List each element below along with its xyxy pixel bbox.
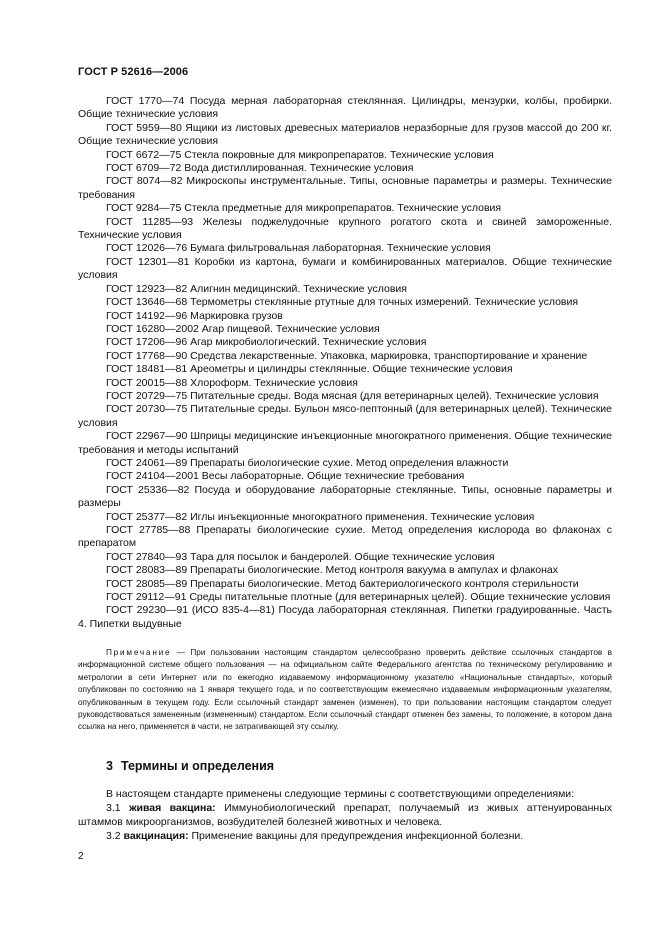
reference-item: ГОСТ 20729—75 Питательные среды. Вода мясная (для ветеринарных целей). Технические условия bbox=[106, 389, 599, 402]
note-label: Примечание bbox=[106, 648, 172, 657]
reference-item: ГОСТ 12923—82 Алигнин медицинский. Технические условия bbox=[106, 282, 407, 295]
definition-term: живая вакцина: bbox=[129, 802, 216, 814]
normative-references-list bbox=[78, 95, 612, 631]
reference-item: ГОСТ 22967—90 Шприцы медицинские инъекционные многократного применения. Общие технические требования и методы испытаний bbox=[78, 430, 612, 456]
definition-term: вакцинация: bbox=[123, 830, 189, 842]
reference-item: ГОСТ 28085—89 Препараты биологические. Метод бактериологического контроля стерильности bbox=[106, 577, 579, 590]
reference-item: ГОСТ 16280—2002 Агар пищевой. Технические условия bbox=[106, 322, 380, 335]
reference-item: ГОСТ 1770—74 Посуда мерная лабораторная стеклянная. Цилиндры, мензурки, колбы, пробирки. Общие технические условия bbox=[78, 95, 612, 121]
reference-item: ГОСТ 13646—68 Термометры стеклянные ртутные для точных измерений. Технические условия bbox=[106, 296, 579, 309]
reference-item: ГОСТ 18481—81 Ареометры и цилиндры стеклянные. Общие технические условия bbox=[106, 363, 513, 376]
reference-item: ГОСТ 27840—93 Тара для посылок и бандеролей. Общие технические условия bbox=[106, 550, 495, 563]
reference-item: ГОСТ 24104—2001 Весы лабораторные. Общие технические требования bbox=[106, 470, 465, 483]
reference-item: ГОСТ 27785—88 Препараты биологические сухие. Метод определения кислорода во флаконах с препаратом bbox=[78, 524, 612, 550]
definition-number: 3.1 bbox=[106, 802, 121, 814]
reference-item: ГОСТ 24061—89 Препараты биологические сухие. Метод определения влажности bbox=[106, 456, 509, 469]
reference-item: ГОСТ 20730—75 Питательные среды. Бульон мясо-пептонный (для ветеринарных целей). Технические условия bbox=[78, 403, 612, 429]
definition-item bbox=[78, 829, 612, 843]
note-paragraph bbox=[78, 647, 612, 734]
section-heading bbox=[106, 759, 274, 773]
reference-item: ГОСТ 20015—88 Хлороформ. Технические условия bbox=[106, 376, 358, 389]
section-title-text: Термины и определения bbox=[120, 759, 275, 773]
reference-item: ГОСТ 12301—81 Коробки из картона, бумаги и комбинированных материалов. Общие технические условия bbox=[78, 255, 612, 282]
reference-item: ГОСТ 8074—82 Микроскопы инструментальные. Типы, основные параметры и размеры. Технические требования bbox=[78, 175, 612, 201]
reference-item: ГОСТ 6709—72 Вода дистиллированная. Технические условия bbox=[106, 162, 414, 175]
reference-item: ГОСТ 12026—76 Бумага фильтровальная лабораторная. Технические условия bbox=[106, 242, 491, 255]
page-number: 2 bbox=[78, 851, 84, 862]
definition-text: Иммунобиологический препарат, получаемый из живых аттенуированных штаммов микроорганизмов, возбудителей болезней животных и человека. bbox=[78, 802, 613, 828]
definition-item bbox=[78, 801, 612, 829]
section-number: 3 bbox=[106, 759, 113, 773]
definitions-block bbox=[78, 787, 612, 843]
reference-item: ГОСТ 28083—89 Препараты биологические. Метод контроля вакуума в ампулах и флаконах bbox=[106, 564, 558, 577]
reference-item: ГОСТ 5959—80 Ящики из листовых древесных материалов неразборные для грузов массой до 200 кг. Общие технические условия bbox=[78, 121, 612, 148]
reference-item: ГОСТ 17768—90 Средства лекарственные. Упаковка, маркировка, транспортирование и хранение bbox=[106, 349, 588, 362]
reference-item: ГОСТ 9284—75 Стекла предметные для микропрепаратов. Технические условия bbox=[106, 202, 502, 215]
reference-item: ГОСТ 25377—82 Иглы инъекционные многократного применения. Технические условия bbox=[106, 510, 535, 523]
definition-text: Применение вакцины для предупреждения инфекционной болезни. bbox=[191, 830, 524, 842]
reference-item: ГОСТ 14192—96 Маркировка грузов bbox=[106, 309, 283, 322]
reference-item: ГОСТ 25336—82 Посуда и оборудование лабораторные стеклянные. Типы, основные параметры и размеры bbox=[78, 483, 612, 510]
definition-number: 3.2 bbox=[106, 830, 121, 842]
reference-item: ГОСТ 29230—91 (ИСО 835-4—81) Посуда лабораторная стеклянная. Пипетки градуированные. Часть 4. Пипетки выдувные bbox=[78, 604, 612, 630]
section-intro: В настоящем стандарте применены следующие термины с соответствующими определениями: bbox=[106, 788, 575, 800]
reference-item: ГОСТ 11285—93 Железы поджелудочные крупного рогатого скота и свиней замороженные. Технические условия bbox=[78, 215, 612, 242]
reference-item: ГОСТ 17206—96 Агар микробиологический. Технические условия bbox=[106, 336, 427, 349]
reference-item: ГОСТ 6672—75 Стекла покровные для микропрепаратов. Технические условия bbox=[106, 148, 494, 161]
reference-item: ГОСТ 29112—91 Среды питательные плотные (для ветеринарных целей). Общие технические условия bbox=[106, 591, 611, 604]
note-text: — При пользовании настоящим стандартом целесообразно проверить действие ссылочных стандартов в информационной системе общего пользования — на официальном сайте Федерального агентства по техническому регулированию и метрологии в сети Интернет или по ежегодно издаваемому информационному указателю «Национальные стандарты», который опубликован по состоянию на 1 января текущего года, и по соответствующим ежемесячно издаваемым информационным указателям, опубликованным в текущем году. Если ссылочный стандарт заменен (изменен), то при пользовании настоящим стандартом следует руководствоваться замененным (измененным) стандартом. Если ссылочный стандарт отменен без замены, то положение, в котором дана ссылка на него, применяется в части, не затрагивающей эту ссылку. bbox=[78, 648, 612, 732]
document-header: ГОСТ Р 52616—2006 bbox=[78, 66, 189, 78]
